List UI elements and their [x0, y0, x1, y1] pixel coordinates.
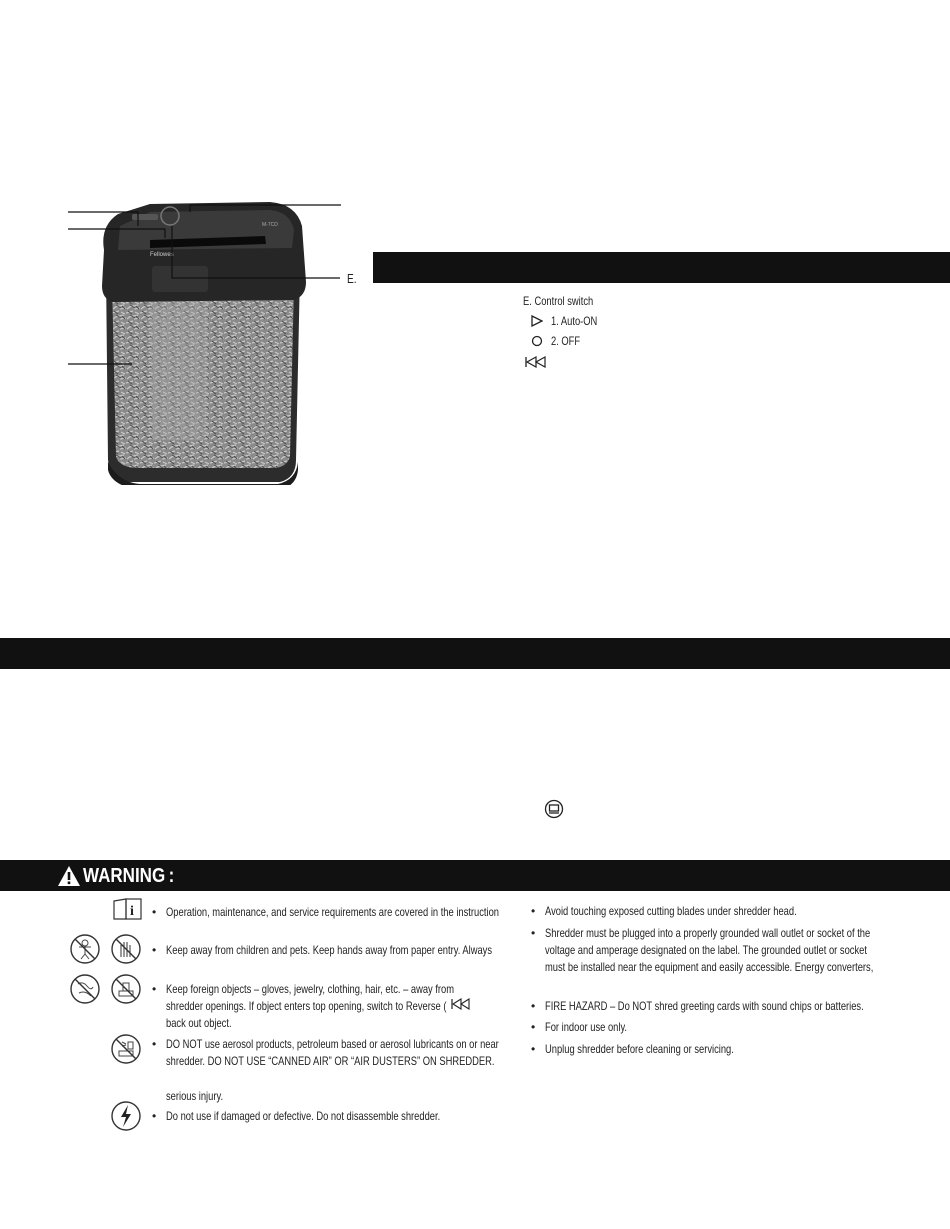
warning-item-grounded-3: must be installed near the equipment and easily accessible. Energy converters, [545, 960, 874, 974]
svg-text:i: i [130, 904, 134, 919]
warning-item-aerosol-2: shredder. DO NOT USE “CANNED AIR” OR “AIR DUSTERS” ON SHREDDER. [166, 1054, 495, 1068]
no-clothing-icon [110, 973, 142, 1005]
read-manual-icon [112, 898, 142, 920]
no-hands-icon [110, 933, 142, 965]
warning-item-damaged: Do not use if damaged or defective. Do not disassemble shredder. [166, 1109, 441, 1123]
warning-item-indoor: For indoor use only. [545, 1020, 628, 1034]
shredder-manual-icon [544, 799, 564, 819]
warning-item-grounded-2: voltage and amperage designated on the label. The grounded outlet or socket [545, 943, 867, 957]
electrical-hazard-icon [110, 1100, 142, 1132]
warning-triangle-icon [57, 865, 81, 887]
warning-item-foreign-1: Keep foreign objects – gloves, jewelry, clothing, hair, etc. – away from [166, 982, 455, 996]
warning-item-foreign-2: shredder openings. If object enters top opening, switch to Reverse ( [166, 999, 447, 1013]
bullet: • [531, 999, 536, 1013]
bullet: • [531, 1042, 536, 1056]
svg-text:M-7CD: M-7CD [262, 222, 278, 228]
reverse-icon [525, 356, 547, 368]
bullet: • [152, 905, 157, 919]
play-triangle-icon [531, 315, 543, 327]
off-circle-icon [531, 335, 543, 347]
bullet: • [531, 1020, 536, 1034]
warning-item-foreign-3: back out object. [166, 1016, 232, 1030]
bullet: • [152, 982, 157, 996]
bullet: • [152, 1109, 157, 1123]
section-header-band-2 [0, 638, 950, 669]
no-children-icon [69, 933, 101, 965]
no-loose-items-icon [69, 973, 101, 1005]
warning-item-blades: Avoid touching exposed cutting blades under shredder head. [545, 904, 797, 918]
shredder-illustration [60, 195, 360, 485]
svg-text:Fellowes: Fellowes [150, 252, 174, 258]
warning-heading: WARNING : [83, 865, 175, 887]
control-switch-title: E. Control switch [523, 294, 594, 308]
warning-item-unplug: Unplug shredder before cleaning or servicing. [545, 1042, 734, 1056]
off-label: 2. OFF [551, 334, 581, 348]
bullet: • [531, 904, 536, 918]
reverse-icon [451, 998, 471, 1010]
warning-item-aerosol-1: DO NOT use aerosol products, petroleum based or aerosol lubricants on or near [166, 1037, 499, 1051]
auto-on-label: 1. Auto-ON [551, 314, 598, 328]
warning-item-manual: Operation, maintenance, and service requirements are covered in the instruction [166, 905, 499, 919]
warning-item-fire-hazard: FIRE HAZARD – Do NOT shred greeting cards with sound chips or batteries. [545, 999, 864, 1013]
bullet: • [152, 1037, 157, 1051]
no-aerosol-icon [110, 1033, 142, 1065]
section-header-band [373, 252, 950, 283]
warning-item-serious-injury: serious injury. [166, 1089, 224, 1103]
bullet: • [152, 943, 157, 957]
bullet: • [531, 926, 536, 940]
callout-e-label: E. [347, 271, 357, 286]
warning-item-grounded-1: Shredder must be plugged into a properly grounded wall outlet or socket of the [545, 926, 871, 940]
warning-item-children: Keep away from children and pets. Keep hands away from paper entry. Always [166, 943, 493, 957]
